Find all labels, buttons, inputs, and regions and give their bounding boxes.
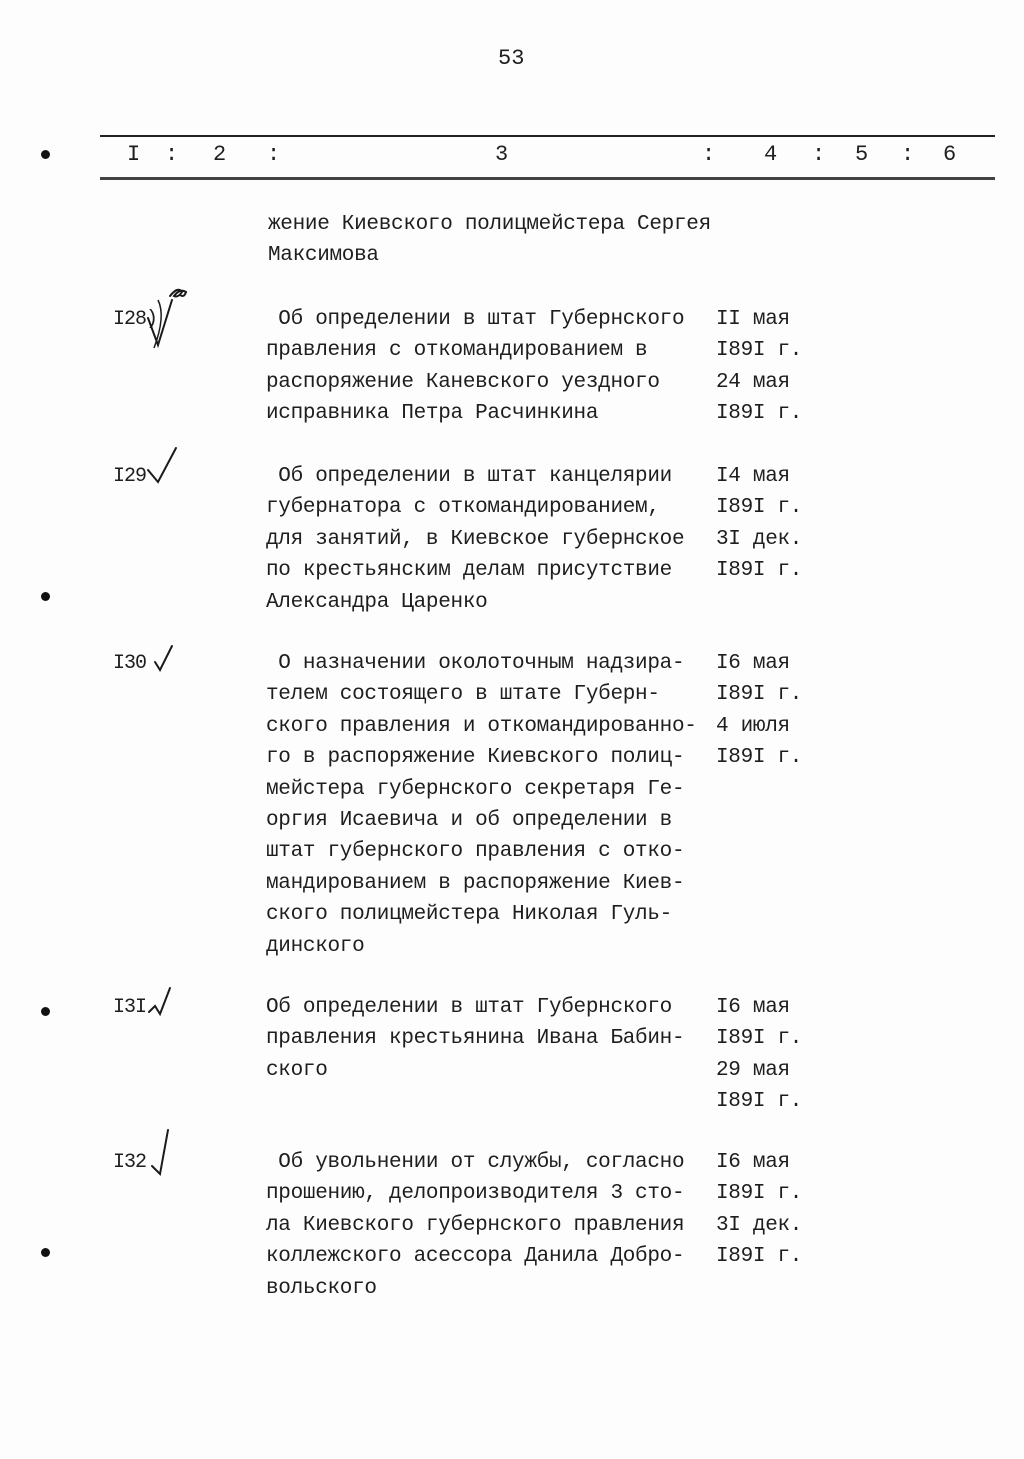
punch-hole-mark	[41, 1248, 50, 1257]
text-line: Максимова	[268, 244, 379, 267]
text-line: телем состоящего в штате Губерн-	[266, 683, 660, 707]
column-number: 3	[495, 142, 509, 167]
text-line: для занятий, в Киевское губернское	[266, 527, 685, 551]
check-mark-icon	[149, 988, 170, 1014]
column-separator: :	[165, 142, 179, 167]
entry-number: I32	[113, 1151, 147, 1174]
text-line: прошению, делопроизводителя 3 сто-	[266, 1182, 685, 1206]
column-separator: :	[901, 142, 915, 167]
entry-number: I29	[113, 465, 147, 488]
text-line: ского полицмейстера Николая Гуль-	[266, 903, 672, 927]
text-line: оргия Исаевича и об определении в	[266, 809, 672, 832]
date-line: II мая	[716, 308, 790, 331]
page-number: 53	[498, 46, 525, 71]
text-line: Об определении в штат канцелярии	[266, 465, 672, 488]
entry-number: I3I	[113, 996, 147, 1019]
date-line: 24 мая	[716, 370, 790, 394]
text-line: О назначении околоточным надзира-	[266, 652, 685, 675]
text-line: Об определении в штат Губернского	[266, 996, 672, 1019]
text-line: вольского	[266, 1276, 377, 1300]
date-line: I6 мая	[716, 652, 790, 675]
text-line: губернатора с откомандированием,	[266, 496, 660, 520]
text-line: штат губернского правления с отко-	[266, 840, 685, 864]
date-line: I89I г.	[716, 1245, 803, 1269]
date-line: 4 июля	[716, 714, 790, 738]
text-line: жение Киевского полицмейстера Сергея	[268, 213, 711, 236]
entry-number: I30	[113, 652, 147, 675]
date-line: 29 мая	[716, 1058, 790, 1082]
punch-hole-mark	[41, 1007, 50, 1016]
punch-hole-mark	[41, 150, 50, 159]
text-line: правления с откомандированием в	[266, 339, 648, 363]
column-separator: :	[812, 142, 826, 167]
text-line: Александра Царенко	[266, 590, 488, 614]
date-line: I6 мая	[716, 1151, 790, 1174]
date-line: 3I дек.	[716, 1213, 803, 1237]
punch-hole-mark	[41, 592, 50, 601]
column-number: 5	[855, 142, 869, 167]
text-line: распоряжение Каневского уездного	[266, 370, 660, 394]
column-number: 6	[943, 142, 957, 167]
date-line: I89I г.	[716, 496, 803, 520]
check-mark-icon	[152, 1130, 168, 1174]
date-line: I89I г.	[716, 339, 803, 363]
date-line: 3I дек.	[716, 527, 803, 551]
text-line: ского правления и откомандированно-	[266, 714, 697, 738]
text-line: мейстера губернского секретаря Ге-	[266, 777, 685, 801]
date-line: I4 мая	[716, 465, 790, 488]
check-mark-icon	[148, 448, 176, 482]
date-line: I89I г.	[716, 559, 803, 583]
text-line: исправника Петра Расчинкина	[266, 402, 599, 426]
text-line: Об определении в штат Губернского	[266, 308, 685, 331]
text-line: ского	[266, 1058, 328, 1082]
text-line: го в распоряжение Киевского полиц-	[266, 746, 685, 770]
column-number: 2	[213, 142, 227, 167]
entry-number: I28)	[113, 308, 158, 331]
date-line: I6 мая	[716, 996, 790, 1019]
date-line: I89I г.	[716, 746, 803, 770]
header-top-rule	[100, 135, 995, 137]
column-number: I	[127, 142, 141, 167]
text-line: правления крестьянина Ивана Бабин-	[266, 1027, 685, 1051]
text-line: коллежского асессора Данила Добро-	[266, 1245, 685, 1269]
text-line: мандированием в распоряжение Киев-	[266, 871, 685, 895]
text-line: по крестьянским делам присутствие	[266, 559, 672, 583]
date-line: I89I г.	[716, 402, 803, 426]
column-number: 4	[764, 142, 778, 167]
text-line: Об увольнении от службы, согласно	[266, 1151, 685, 1174]
date-line: I89I г.	[716, 683, 803, 707]
date-line: I89I г.	[716, 1182, 803, 1206]
header-bottom-rule	[100, 177, 995, 180]
date-line: I89I г.	[716, 1090, 803, 1114]
check-mark-icon	[155, 646, 172, 670]
date-line: I89I г.	[716, 1027, 803, 1051]
column-separator: :	[702, 142, 716, 167]
text-line: ла Киевского губернского правления	[266, 1213, 685, 1237]
column-separator: :	[267, 142, 281, 167]
text-line: динского	[266, 934, 365, 958]
